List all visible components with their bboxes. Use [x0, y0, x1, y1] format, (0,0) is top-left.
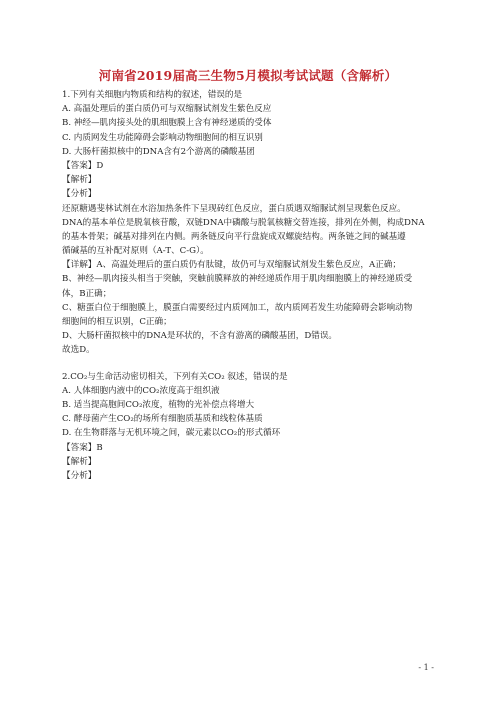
q1-option-d: D. 大肠杆菌拟核中的DNA含有2个游离的磷酸基团 [62, 146, 255, 157]
question-2-stem: 2.CO₂与生命活动密切相关，下列有关CO₂ 叙述，错误的是 [62, 371, 288, 382]
q2-option-c: C. 酵母菌产生CO₂的场所有细胞质基质和线粒体基质 [62, 414, 263, 425]
q2-fenxi-heading: 【分析】 [62, 470, 97, 481]
q2-jiexi-heading: 【解析】 [62, 456, 97, 467]
q1-detail-line: 细胞间的相互识别，C正确； [62, 317, 172, 327]
q1-answer: 【答案】D [62, 160, 104, 171]
q1-fenxi-heading: 【分析】 [62, 189, 97, 200]
q1-jiexi-heading: 【解析】 [62, 175, 97, 186]
q1-detail-line: 【详解】A、高温处理后的蛋白质仍有肽键，故仍可与双缩脲试剂发生紫色反应，A正确； [62, 260, 401, 271]
q2-option-b: B. 适当提高胞间CO₂浓度，植物的光补偿点将增大 [62, 399, 255, 410]
q1-option-a: A. 高温处理后的蛋白质仍可与双缩脲试剂发生紫色反应 [62, 104, 272, 115]
q1-option-b: B. 神经—肌肉接头处的肌细胞膜上含有神经递质的受体 [62, 118, 272, 129]
question-spacer [62, 358, 436, 370]
question-1-stem: 1.下列有关细胞内物质和结构的叙述，错误的是 [62, 90, 243, 100]
q2-option-d: D. 在生物群落与无机环境之间，碳元素以CO₂的形式循环 [62, 428, 281, 439]
q1-detail-line: 体，B正确； [62, 288, 112, 299]
document-title: 河南省2019届高三生物5月模拟考试试题（含解析） [98, 68, 398, 83]
q1-analysis-line: 循碱基的互补配对原则（A-T、C-G）。 [62, 246, 209, 257]
q2-answer: 【答案】B [62, 442, 103, 453]
document-body [62, 88, 436, 483]
q1-analysis-line: DNA的基本单位是脱氧核苷酸，双链DNA中磷酸与脱氧核糖交替连接，排列在外侧，构成DNA [62, 217, 425, 228]
page-number: - 1 - [418, 663, 434, 672]
q1-detail-line: D、大肠杆菌拟核中的DNA是环状的，不含有游离的磷酸基团，D错误。 [62, 331, 338, 342]
q1-option-c: C. 内质网发生功能障碍会影响动物细胞间的相互识别 [62, 132, 263, 143]
q1-analysis-line: 还原糖遇斐林试剂在水浴加热条件下呈现砖红色反应，蛋白质遇双缩脲试剂呈现紫色反应。 [62, 203, 406, 214]
q1-detail-line: 故选D。 [62, 345, 95, 356]
q1-detail-line: B、神经—肌肉接头相当于突触，突触前膜释放的神经递质作用于肌肉细胞膜上的神经递质受 [62, 274, 413, 285]
q1-analysis-line: 的基本骨架；碱基对排列在内侧。两条链反向平行盘旋成双螺旋结构。两条链之间的碱基遵 [62, 231, 406, 242]
q2-option-a: A. 人体细胞内液中的CO₂浓度高于组织液 [62, 385, 220, 396]
q1-detail-line: C、糖蛋白位于细胞膜上，膜蛋白需要经过内质网加工，故内质网若发生功能障碍会影响动物 [62, 302, 413, 313]
